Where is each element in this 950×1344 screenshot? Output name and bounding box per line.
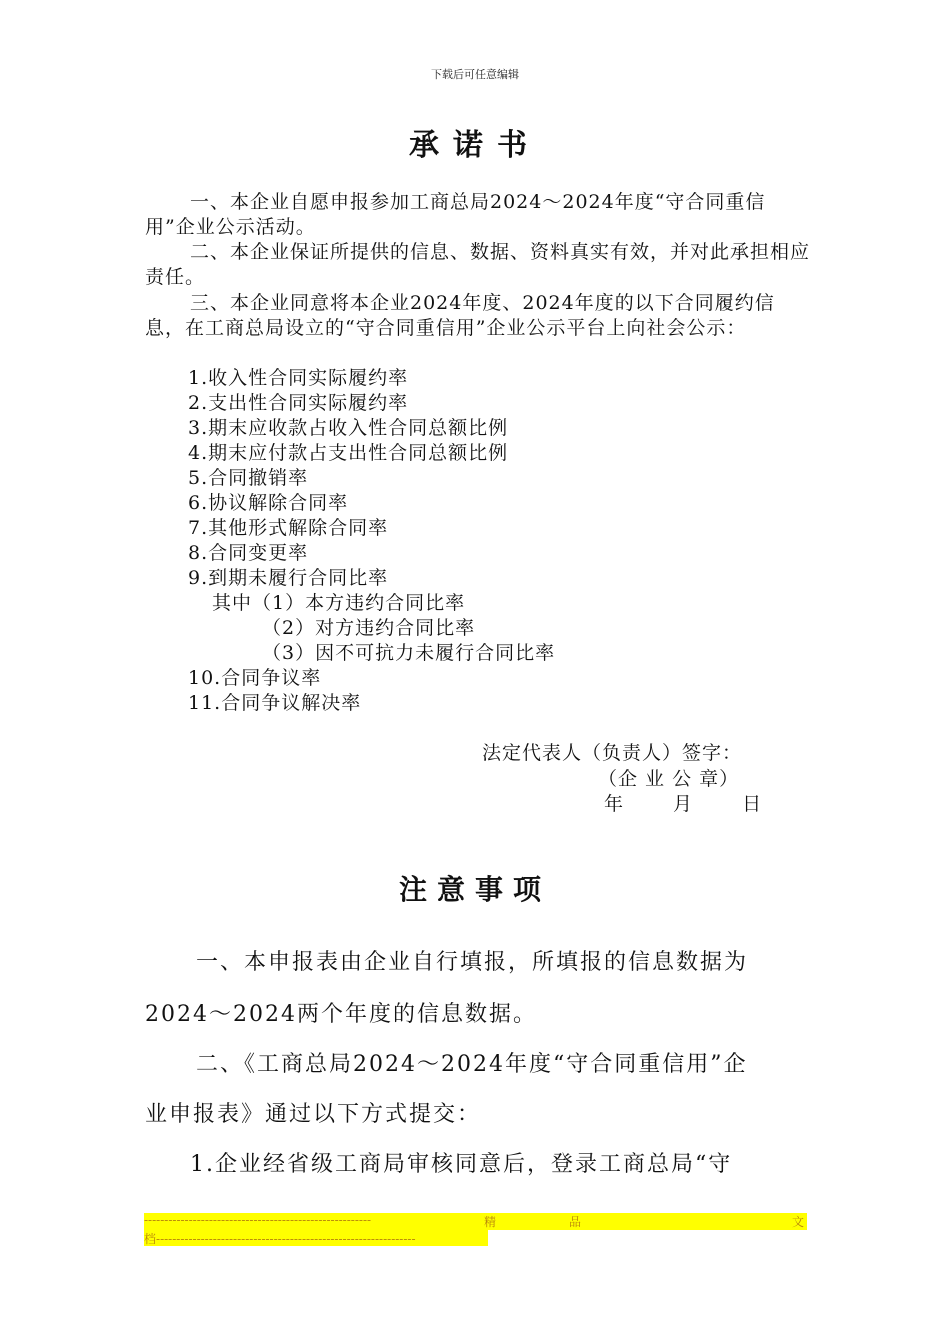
footer-watermark [144, 1213, 807, 1230]
list-item: 2.支出性合同实际履约率 [188, 392, 409, 414]
footer-char: 文 [792, 1215, 805, 1229]
footer-dashes: -------------------------------------------------------- [144, 1213, 372, 1227]
list-item: 4.期末应付款占支出性合同总额比例 [188, 442, 509, 464]
list-item: 11.合同争议解决率 [188, 692, 362, 714]
date-line: 年 月 日 [604, 793, 763, 815]
signature-line: 法定代表人（负责人）签字： [482, 742, 743, 764]
footer-char: 品 [569, 1215, 582, 1229]
list-item: 1.收入性合同实际履约率 [188, 367, 409, 389]
list-item: 6.协议解除合同率 [188, 492, 349, 514]
list-item: 8.合同变更率 [188, 542, 309, 564]
notice-line-1: 一、本申报表由企业自行填报，所填报的信息数据为 [196, 950, 749, 975]
list-item: 5.合同撤销率 [188, 467, 309, 489]
list-item: 10.合同争议率 [188, 667, 322, 689]
pledge-paragraph-2: 二、本企业保证所提供的信息、数据、资料真实有效，并对此承担相应责任。 [145, 241, 811, 288]
metrics-list [188, 366, 555, 716]
pledge-paragraph-1: 一、本企业自愿申报参加工商总局2024～2024年度“守合同重信用”企业公示活动。 [145, 191, 766, 238]
notice-line-3: 二、《工商总局2024～2024年度“守合同重信用”企 [196, 1052, 748, 1077]
footer-watermark-line-2 [144, 1230, 488, 1246]
list-item: 9.到期未履行合同比率 [188, 567, 389, 589]
notice-title: 注意事项 [398, 873, 551, 906]
pledge-paragraph-3: 三、本企业同意将本企业2024年度、2024年度的以下合同履约信息，在工商总局设立的“守合同重信用”企业公示平台上向社会公示： [145, 292, 775, 339]
list-item: 7.其他形式解除合同率 [188, 517, 389, 539]
notice-line-4: 业申报表》通过以下方式提交： [145, 1102, 482, 1127]
footer-dashes: ---------------------------------------------------------------- [156, 1232, 416, 1246]
pledge-title: 承诺书 [409, 128, 541, 163]
header-note: 下载后可任意编辑 [431, 68, 519, 81]
footer-char: 精 [484, 1215, 497, 1229]
notice-line-2: 2024～2024两个年度的信息数据。 [145, 1002, 537, 1027]
footer-char: 档 [144, 1232, 157, 1246]
sub-list-item: （2）对方违约合同比率 [262, 617, 476, 639]
company-seal: （企 业 公 章） [598, 768, 740, 790]
list-item: 3.期末应收款占收入性合同总额比例 [188, 417, 509, 439]
notice-line-5: 1.企业经省级工商局审核同意后，登录工商总局“守 [190, 1152, 733, 1177]
sub-list-item: （3）因不可抗力未履行合同比率 [262, 642, 556, 664]
sub-list-item: 其中（1）本方违约合同比率 [212, 592, 466, 614]
